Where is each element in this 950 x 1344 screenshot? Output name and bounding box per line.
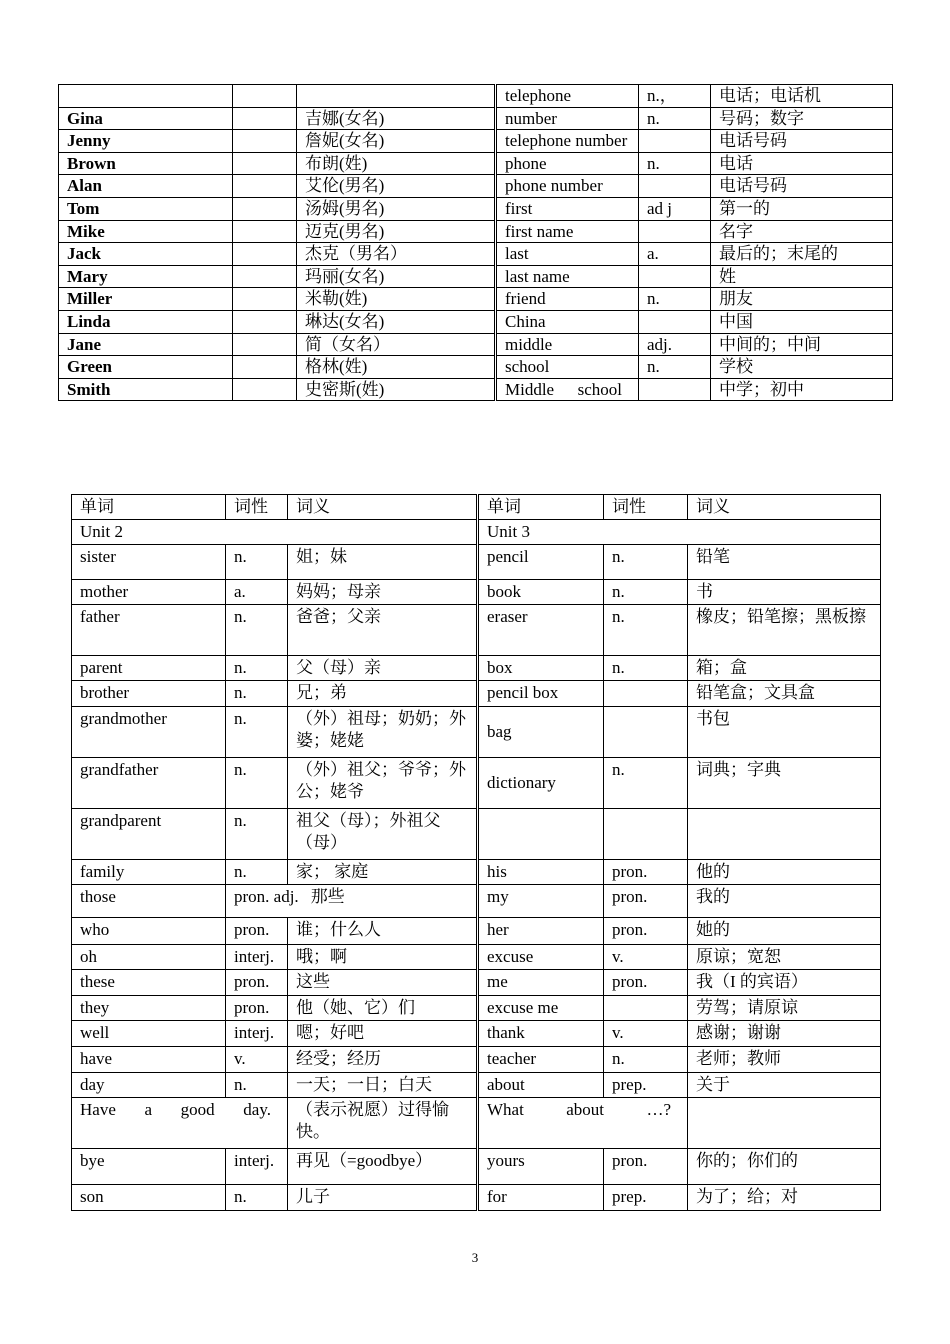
name-meaning-cell: 玛丽(女名) — [297, 265, 496, 288]
pos-cell: pron. — [226, 918, 288, 945]
pos-cell: pron. — [604, 885, 688, 918]
word-cell: pencil box — [478, 681, 604, 707]
page-number: 3 — [471, 1250, 479, 1265]
meaning-cell: 感谢；谢谢 — [688, 1021, 881, 1047]
pos-cell: a. — [639, 243, 711, 266]
word-cell: these — [72, 970, 226, 996]
pos-cell: n. — [604, 580, 688, 605]
table-row — [72, 656, 881, 681]
definition-cell: 电话号码 — [711, 175, 893, 198]
name-cell: Alan — [59, 175, 233, 198]
table-row — [72, 580, 881, 605]
word-cell: eraser — [478, 605, 604, 656]
meaning-cell: 这些 — [288, 970, 478, 996]
name-meaning-cell: 吉娜(女名) — [297, 107, 496, 130]
name-meaning-cell: 简（女名） — [297, 333, 496, 356]
meaning-cell: 他（她、它）们 — [288, 996, 478, 1021]
word-cell: school — [496, 356, 639, 379]
word-cell: last name — [496, 265, 639, 288]
pos-cell: v. — [226, 1047, 288, 1073]
word-cell: dictionary — [478, 758, 604, 809]
word-cell: phone — [496, 152, 639, 175]
name-cell: Miller — [59, 288, 233, 311]
table-row — [72, 545, 881, 580]
definition-cell: 第一的 — [711, 197, 893, 220]
pos-cell: n. — [226, 656, 288, 681]
table-row — [72, 707, 881, 758]
meaning-cell — [688, 1098, 881, 1149]
unit-vocabulary-table — [71, 494, 881, 1211]
pos-cell: n. — [604, 656, 688, 681]
word-cell: box — [478, 656, 604, 681]
names-vocabulary-body — [59, 85, 893, 401]
definition-cell: 朋友 — [711, 288, 893, 311]
pos-cell: n. — [639, 356, 711, 379]
blank-cell — [233, 288, 297, 311]
word-cell: yours — [478, 1149, 604, 1185]
word-cell: bag — [478, 707, 604, 758]
meaning-cell: 铅笔 — [688, 545, 881, 580]
meaning-cell: 我（I 的宾语） — [688, 970, 881, 996]
meaning-cell: （外）祖父；爷爷；外公；姥爷 — [288, 758, 478, 809]
word-cell: excuse — [478, 945, 604, 970]
word-cell: pencil — [478, 545, 604, 580]
meaning-cell: 哦；啊 — [288, 945, 478, 970]
word-cell: friend — [496, 288, 639, 311]
meaning-cell: 他的 — [688, 860, 881, 885]
definition-cell: 学校 — [711, 356, 893, 379]
name-cell: Mary — [59, 265, 233, 288]
meaning-cell: 妈妈；母亲 — [288, 580, 478, 605]
table-row — [72, 885, 881, 918]
pos-cell: adj. — [639, 333, 711, 356]
definition-cell: 中国 — [711, 310, 893, 333]
word-cell: have — [72, 1047, 226, 1073]
blank-cell — [233, 378, 297, 401]
word-cell: day — [72, 1073, 226, 1098]
meaning-cell: 父（母）亲 — [288, 656, 478, 681]
table-row — [59, 265, 893, 288]
pos-cell: interj. — [226, 1149, 288, 1185]
word-cell: who — [72, 918, 226, 945]
header-word: 单词 — [478, 495, 604, 520]
meaning-cell: 原谅；宽恕 — [688, 945, 881, 970]
definition-cell: 号码；数字 — [711, 107, 893, 130]
blank-cell — [233, 220, 297, 243]
pos-cell: a. — [226, 580, 288, 605]
table-row — [72, 1047, 881, 1073]
pos-cell: n. — [604, 605, 688, 656]
pos-cell: pron. — [604, 860, 688, 885]
pos-cell: n. — [604, 758, 688, 809]
word-cell: oh — [72, 945, 226, 970]
meaning-cell: 书包 — [688, 707, 881, 758]
word-cell: telephone — [496, 85, 639, 108]
blank-cell — [233, 333, 297, 356]
unit-2-label: Unit 2 — [72, 520, 478, 545]
word-cell: excuse me — [478, 996, 604, 1021]
unit-vocabulary-body — [72, 495, 881, 1211]
pos-meaning-cell — [226, 885, 478, 918]
name-cell: Jane — [59, 333, 233, 356]
definition-cell: 姓 — [711, 265, 893, 288]
pos-cell — [639, 130, 711, 153]
definition-cell: 电话；电话机 — [711, 85, 893, 108]
pos-cell: prep. — [604, 1073, 688, 1098]
name-cell: Mike — [59, 220, 233, 243]
table-row — [59, 197, 893, 220]
table-row — [59, 378, 893, 401]
word-cell: number — [496, 107, 639, 130]
table-row — [72, 605, 881, 656]
table-row — [72, 860, 881, 885]
pos-cell: interj. — [226, 1021, 288, 1047]
word-cell: for — [478, 1185, 604, 1211]
meaning-cell: 一天；一日；白天 — [288, 1073, 478, 1098]
word-cell: brother — [72, 681, 226, 707]
header-meaning: 词义 — [688, 495, 881, 520]
name-cell: Smith — [59, 378, 233, 401]
name-cell: Green — [59, 356, 233, 379]
word-cell: teacher — [478, 1047, 604, 1073]
table-row — [59, 288, 893, 311]
meaning-cell: 经受；经历 — [288, 1047, 478, 1073]
pos-cell — [604, 707, 688, 758]
phrase-cell: Have a good day. — [72, 1098, 288, 1149]
blank-cell — [233, 130, 297, 153]
name-meaning-cell: 詹妮(女名) — [297, 130, 496, 153]
header-pos: 词性 — [226, 495, 288, 520]
definition-cell: 电话号码 — [711, 130, 893, 153]
header-word: 单词 — [72, 495, 226, 520]
table-row — [59, 243, 893, 266]
meaning-cell: 儿子 — [288, 1185, 478, 1211]
blank-cell — [233, 243, 297, 266]
meaning-cell: 你的；你们的 — [688, 1149, 881, 1185]
pos-cell: n. — [604, 1047, 688, 1073]
meaning-cell: 橡皮；铅笔擦；黑板擦 — [688, 605, 881, 656]
word-cell: sister — [72, 545, 226, 580]
word-cell: those — [72, 885, 226, 918]
name-meaning-cell: 米勒(姓) — [297, 288, 496, 311]
meaning-cell: 关于 — [688, 1073, 881, 1098]
pos-cell: pron. — [604, 970, 688, 996]
word-cell: grandmother — [72, 707, 226, 758]
meaning-cell: 爸爸；父亲 — [288, 605, 478, 656]
word-cell: first name — [496, 220, 639, 243]
pos-cell: v. — [604, 1021, 688, 1047]
table-row — [59, 220, 893, 243]
table-row — [72, 970, 881, 996]
pos-cell: ad j — [639, 197, 711, 220]
meaning-cell: 姐；妹 — [288, 545, 478, 580]
meaning-cell: 箱；盒 — [688, 656, 881, 681]
word-cell: middle — [496, 333, 639, 356]
table-row — [72, 1073, 881, 1098]
definition-cell: 最后的；末尾的 — [711, 243, 893, 266]
name-cell — [59, 85, 233, 108]
name-meaning-cell: 琳达(女名) — [297, 310, 496, 333]
meaning-cell: （外）祖母；奶奶；外婆；姥姥 — [288, 707, 478, 758]
meaning-cell: 书 — [688, 580, 881, 605]
name-cell: Tom — [59, 197, 233, 220]
word-cell: thank — [478, 1021, 604, 1047]
blank-cell — [233, 85, 297, 108]
meaning-cell: 再见（=goodbye） — [288, 1149, 478, 1185]
name-meaning-cell: 汤姆(男名) — [297, 197, 496, 220]
table-row — [72, 681, 881, 707]
pos-cell: n. — [604, 545, 688, 580]
definition-cell: 中学；初中 — [711, 378, 893, 401]
pos-cell — [639, 310, 711, 333]
word-cell: book — [478, 580, 604, 605]
meaning-cell: 嗯；好吧 — [288, 1021, 478, 1047]
word-cell: my — [478, 885, 604, 918]
word-cell: parent — [72, 656, 226, 681]
name-meaning-cell: 艾伦(男名) — [297, 175, 496, 198]
table-row — [59, 107, 893, 130]
table-row — [59, 85, 893, 108]
pos-cell: n. — [639, 288, 711, 311]
pos-cell: n. — [639, 107, 711, 130]
blank-cell — [233, 265, 297, 288]
header-meaning: 词义 — [288, 495, 478, 520]
name-meaning-cell — [297, 85, 496, 108]
word-cell: telephone number — [496, 130, 639, 153]
name-meaning-cell: 布朗(姓) — [297, 152, 496, 175]
pos-cell — [639, 175, 711, 198]
word-cell: his — [478, 860, 604, 885]
table-row — [59, 356, 893, 379]
meaning-cell: 我的 — [688, 885, 881, 918]
meaning-cell: 劳驾；请原谅 — [688, 996, 881, 1021]
header-pos: 词性 — [604, 495, 688, 520]
blank-cell — [233, 152, 297, 175]
word-cell: well — [72, 1021, 226, 1047]
word-cell: bye — [72, 1149, 226, 1185]
name-meaning-cell: 格林(姓) — [297, 356, 496, 379]
pos-cell: pron. — [226, 996, 288, 1021]
pos-cell: interj. — [226, 945, 288, 970]
unit-row — [72, 520, 881, 545]
pos-cell: n. — [639, 152, 711, 175]
meaning-cell: 谁；什么人 — [288, 918, 478, 945]
word-cell: last — [496, 243, 639, 266]
pos-cell: v. — [604, 945, 688, 970]
pos-cell: n. — [226, 1185, 288, 1211]
definition-cell: 中间的；中间 — [711, 333, 893, 356]
meaning-cell: 家； 家庭 — [288, 860, 478, 885]
pos-cell: pron. — [604, 1149, 688, 1185]
table-row — [72, 945, 881, 970]
table-row — [72, 758, 881, 809]
phrase-cell: What about …? — [478, 1098, 688, 1149]
word-cell: phone number — [496, 175, 639, 198]
word-cell: grandparent — [72, 809, 226, 860]
pos-cell: pron. — [226, 970, 288, 996]
meaning-cell: 兄；弟 — [288, 681, 478, 707]
names-vocabulary-table — [58, 84, 893, 401]
table-row — [59, 175, 893, 198]
word-cell: Middle school — [496, 378, 639, 401]
table-row — [59, 333, 893, 356]
table-row — [72, 1185, 881, 1211]
pos-cell: n. — [226, 707, 288, 758]
definition-cell: 电话 — [711, 152, 893, 175]
name-meaning-cell: 史密斯(姓) — [297, 378, 496, 401]
name-cell: Gina — [59, 107, 233, 130]
pos-cell — [604, 809, 688, 860]
name-cell: Linda — [59, 310, 233, 333]
meaning-cell: 老师；教师 — [688, 1047, 881, 1073]
table-row — [72, 1149, 881, 1185]
header-row — [72, 495, 881, 520]
name-meaning-cell: 杰克（男名） — [297, 243, 496, 266]
table-row — [59, 130, 893, 153]
word-cell: son — [72, 1185, 226, 1211]
word-cell: family — [72, 860, 226, 885]
name-meaning-cell: 迈克(男名) — [297, 220, 496, 243]
name-cell: Jenny — [59, 130, 233, 153]
meaning-cell: 为了；给；对 — [688, 1185, 881, 1211]
pos-cell — [604, 681, 688, 707]
blank-cell — [233, 175, 297, 198]
pos-cell: n. — [226, 758, 288, 809]
pos-cell — [639, 378, 711, 401]
word-cell: father — [72, 605, 226, 656]
word-cell: China — [496, 310, 639, 333]
word-cell: grandfather — [72, 758, 226, 809]
table-row — [72, 1021, 881, 1047]
table-row — [72, 809, 881, 860]
pos-cell — [639, 265, 711, 288]
meaning-text: 那些 — [310, 887, 345, 906]
word-cell: they — [72, 996, 226, 1021]
meaning-cell: 铅笔盒；文具盒 — [688, 681, 881, 707]
word-cell: first — [496, 197, 639, 220]
meaning-cell: 她的 — [688, 918, 881, 945]
pos-cell — [604, 996, 688, 1021]
pos-cell: n. — [226, 809, 288, 860]
blank-cell — [233, 356, 297, 379]
pos-cell — [639, 220, 711, 243]
table-row — [72, 1098, 881, 1149]
pos-cell: n. — [226, 545, 288, 580]
pos-cell: n. — [226, 681, 288, 707]
pos-text: pron. adj. — [234, 887, 299, 906]
name-cell: Jack — [59, 243, 233, 266]
table-row — [59, 310, 893, 333]
blank-cell — [233, 310, 297, 333]
table-row — [72, 918, 881, 945]
word-cell: about — [478, 1073, 604, 1098]
word-cell: her — [478, 918, 604, 945]
definition-cell: 名字 — [711, 220, 893, 243]
pos-cell: pron. — [604, 918, 688, 945]
meaning-cell: 祖父（母）；外祖父（母） — [288, 809, 478, 860]
blank-cell — [233, 197, 297, 220]
name-cell: Brown — [59, 152, 233, 175]
blank-cell — [233, 107, 297, 130]
pos-cell: n. — [226, 860, 288, 885]
unit-3-label: Unit 3 — [478, 520, 881, 545]
pos-cell: n. — [226, 1073, 288, 1098]
word-cell: me — [478, 970, 604, 996]
table-row — [72, 996, 881, 1021]
table-row — [59, 152, 893, 175]
meaning-cell — [688, 809, 881, 860]
pos-cell: prep. — [604, 1185, 688, 1211]
pos-cell: n. — [226, 605, 288, 656]
pos-cell: n.， — [639, 85, 711, 108]
meaning-cell: （表示祝愿）过得愉快。 — [288, 1098, 478, 1149]
word-cell: mother — [72, 580, 226, 605]
meaning-cell: 词典；字典 — [688, 758, 881, 809]
word-cell — [478, 809, 604, 860]
